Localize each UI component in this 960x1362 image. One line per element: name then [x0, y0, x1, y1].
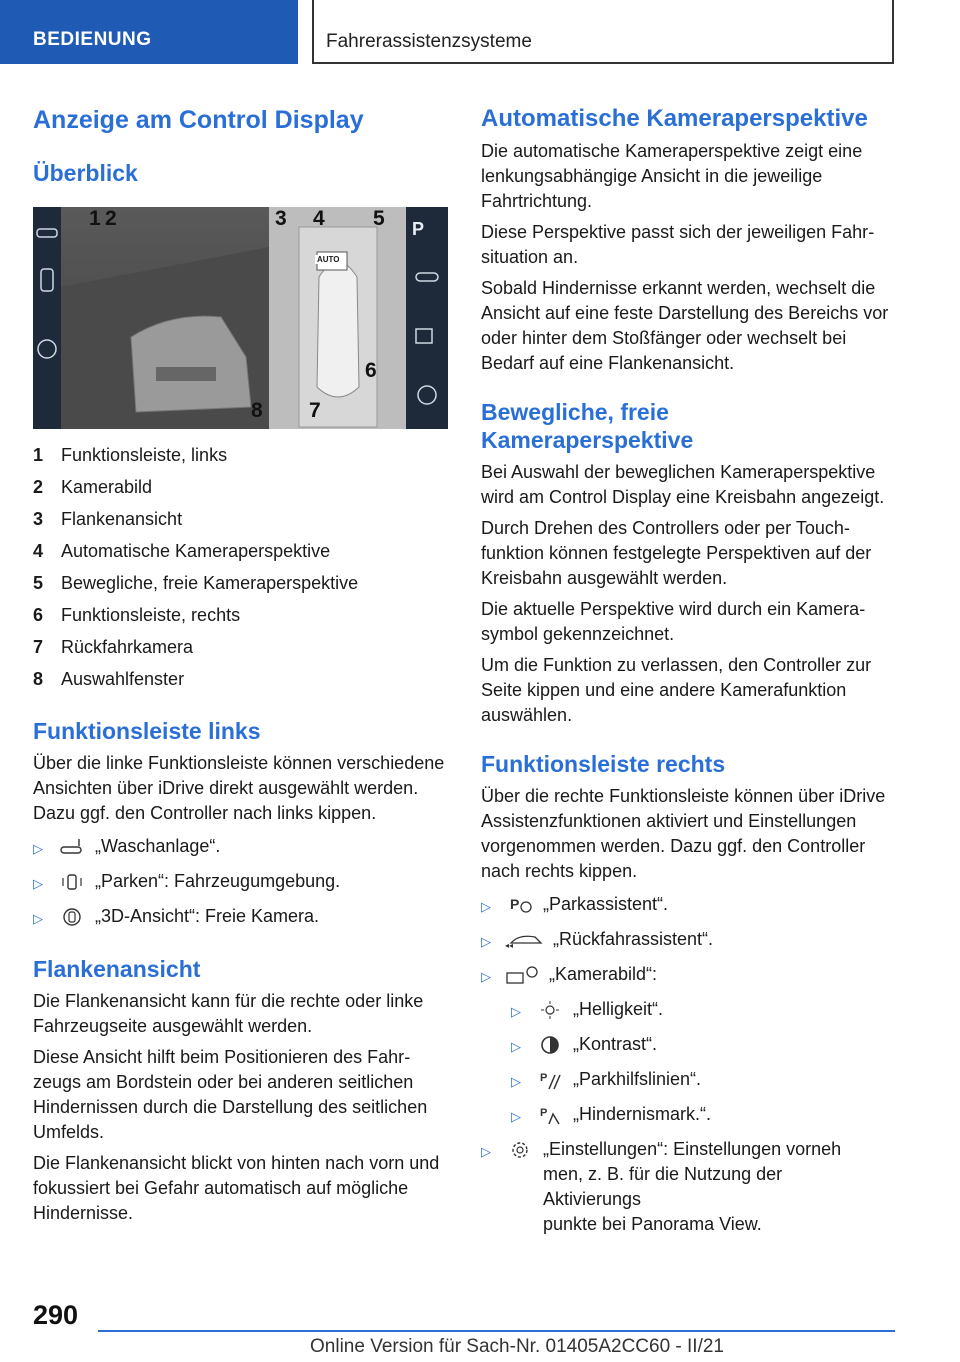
- sub-list-item: ▷ „Helligkeit“.: [511, 997, 901, 1024]
- left-function-bar-text: Über die linke Funktionsleiste können verschiedene Ansichten über iDrive direkt ausgewählt werden. Dazu ggf. den Controller nach links kippen.: [33, 753, 445, 823]
- right-function-bar-text: Über die rechte Funktionsleiste können über iDrive Assistenzfunktionen aktiviert und Einstellungen vorgenommen werden. Dazu ggf. den Controller nach rechts kippen.: [481, 786, 886, 881]
- overview-heading: Überblick: [33, 160, 138, 186]
- bullet-triangle-icon: ▷: [33, 911, 43, 926]
- sub-list-item: ▷ P „Parkhilfslinien“.: [511, 1067, 901, 1094]
- page-number: 290: [33, 1300, 79, 1330]
- svg-text:P: P: [510, 896, 520, 913]
- bullet-triangle-icon: ▷: [511, 1004, 521, 1019]
- flank-view-text-2: Diese Ansicht hilft beim Positionieren des Fahrzeugs am Bordstein oder bei anderen seitlichen Hindernissen durch die Darstellung des seitlichen Umfelds.: [33, 1047, 428, 1142]
- legend-item: 6 Funktionsleiste, rechts: [33, 605, 241, 625]
- legend-item: 1 Funktionsleiste, links: [33, 445, 228, 465]
- auto-perspective-heading: Automatische Kameraperspektive: [481, 105, 868, 132]
- car-wash-icon: [55, 834, 89, 859]
- right-function-bar: [406, 207, 448, 429]
- free-perspective-text-1: Bei Auswahl der beweglichen Kameraperspektive wird am Control Display eine Kreisbahn angezeigt.: [481, 462, 885, 507]
- obstacle-marker-icon: [533, 1102, 567, 1127]
- legend-item: 3 Flankenansicht: [33, 509, 183, 529]
- bullet-triangle-icon: ▷: [481, 899, 491, 914]
- list-item: ▷ P „Parkassistent“.: [481, 892, 901, 919]
- figure-legend: [33, 439, 448, 695]
- chapter-tab: [312, 0, 894, 64]
- bullet-triangle-icon: ▷: [511, 1074, 521, 1089]
- list-item: ▷ „Waschanlage“.: [33, 834, 448, 861]
- figure-label-7: 7: [309, 399, 321, 422]
- auto-badge: AUTO: [317, 255, 340, 264]
- flank-view-text-1: Die Flankenansicht kann für die rechte oder linke Fahrzeugseite ausgewählt werden.: [33, 991, 424, 1036]
- figure-label-4: 4: [313, 207, 325, 230]
- camera-display-figure: [33, 207, 448, 429]
- page-title: Anzeige am Control Display: [33, 106, 364, 134]
- parking-surroundings-icon: [55, 869, 89, 894]
- chapter-label: Fahrerassistenzsysteme: [326, 31, 532, 52]
- brightness-icon: [533, 997, 567, 1022]
- list-item: ▷ ◂◂ „Rückfahrassistent“.: [481, 927, 901, 954]
- legend-item: 4 Automatische Kameraperspektive: [33, 541, 331, 561]
- flank-view-heading: Flankenansicht: [33, 956, 201, 982]
- bullet-triangle-icon: ▷: [481, 934, 491, 949]
- left-bar-icons: [33, 207, 61, 429]
- right-bar-icons: [406, 207, 448, 429]
- camera-image-icon: [503, 962, 543, 987]
- free-perspective-text-3: Die aktuelle Perspektive wird durch ein Kamerasymbol gekennzeichnet.: [481, 599, 866, 644]
- flank-and-top-view: [269, 207, 406, 429]
- svg-text:P: P: [540, 1107, 548, 1120]
- svg-text:◂◂: ◂◂: [505, 941, 514, 950]
- left-column: [33, 100, 448, 1226]
- left-function-bar: [33, 207, 61, 429]
- right-function-bar-heading: Funktionsleiste rechts: [481, 751, 726, 777]
- list-item: ▷ „Kamerabild“:: [481, 962, 901, 989]
- footer-divider: [98, 1330, 895, 1332]
- 3d-view-icon: [55, 904, 89, 929]
- legend-item: 7 Rückfahrkamera: [33, 637, 194, 657]
- bullet-triangle-icon: ▷: [481, 969, 491, 984]
- auto-perspective-text-3: Sobald Hindernisse erkannt werden, wechselt die Ansicht auf eine feste Darstellung des Bereichs vor oder hinter dem Stoßfänger oder wechselt bei Bedarf auf eine Flankenansicht.: [481, 278, 889, 373]
- figure-label-1: 1: [89, 207, 101, 230]
- parking-guide-lines-icon: [533, 1067, 567, 1092]
- svg-text:P: P: [412, 219, 425, 239]
- online-version-note: Online Version für Sach-Nr. 01405A2CC60 - II/21: [310, 1336, 725, 1357]
- bullet-triangle-icon: ▷: [33, 876, 43, 891]
- auto-perspective-text-1: Die automatische Kameraperspektive zeigt eine lenkungsabhängige Ansicht in die jeweilige Fahrtrichtung.: [481, 141, 863, 211]
- figure-label-3: 3: [275, 207, 287, 230]
- left-function-bar-heading: Funktionsleiste links: [33, 718, 261, 744]
- legend-item: 8 Auswahlfenster: [33, 669, 185, 689]
- list-item: ▷ „Parken“: Fahrzeugumgebung.: [33, 869, 448, 896]
- right-column: [481, 100, 901, 1237]
- camera-image: [61, 207, 269, 429]
- free-perspective-heading: Bewegliche, freie Kameraperspektive: [481, 399, 694, 453]
- free-perspective-text-4: Um die Funktion zu verlassen, den Controller zur Seite kippen und eine andere Kamerafunktion auswählen.: [481, 655, 872, 725]
- flank-view-text-3: Die Flankenansicht blickt von hinten nach vorn und fokussiert bei Gefahr automatisch auf mögliche Hindernisse.: [33, 1153, 440, 1223]
- bullet-triangle-icon: ▷: [511, 1109, 521, 1124]
- reverse-assistant-icon: [503, 927, 547, 952]
- legend-item: 5 Bewegliche, freie Kameraperspektive: [33, 573, 359, 593]
- free-perspective-text-2: Durch Drehen des Controllers oder per Touchfunktion können festgelegte Perspektiven auf der Kreisbahn ausgewählt werden.: [481, 518, 872, 588]
- rear-car-view: [61, 207, 269, 429]
- section-tab: [0, 0, 298, 64]
- auto-perspective-text-2: Diese Perspektive passt sich der jeweiligen Fahrsituation an.: [481, 222, 875, 267]
- bullet-triangle-icon: ▷: [511, 1039, 521, 1054]
- section-label: BEDIENUNG: [33, 29, 152, 50]
- figure-label-8: 8: [251, 399, 263, 422]
- figure-label-5: 5: [373, 207, 385, 230]
- park-assistant-icon: [503, 892, 537, 917]
- top-view-car: [269, 207, 406, 429]
- legend-item: 2 Kamerabild: [33, 477, 153, 497]
- list-item: ▷ „Einstellungen“: Einstellungen vorneh men, z. B. für die Nutzung der Aktivierungs punkte bei Panorama View.: [481, 1139, 842, 1234]
- page-header: [0, 0, 960, 66]
- bullet-triangle-icon: ▷: [33, 841, 43, 856]
- contrast-icon: [533, 1032, 567, 1057]
- bullet-triangle-icon: ▷: [481, 1144, 491, 1159]
- sub-list-item: ▷ P „Hindernismark.“.: [511, 1102, 901, 1129]
- list-item: ▷ „3D-Ansicht“: Freie Kamera.: [33, 904, 448, 931]
- figure-label-2: 2: [105, 207, 117, 230]
- figure-label-6: 6: [365, 359, 377, 382]
- svg-text:P: P: [540, 1072, 548, 1085]
- sub-list-item: ▷ „Kontrast“.: [511, 1032, 901, 1059]
- gear-icon: [503, 1137, 537, 1162]
